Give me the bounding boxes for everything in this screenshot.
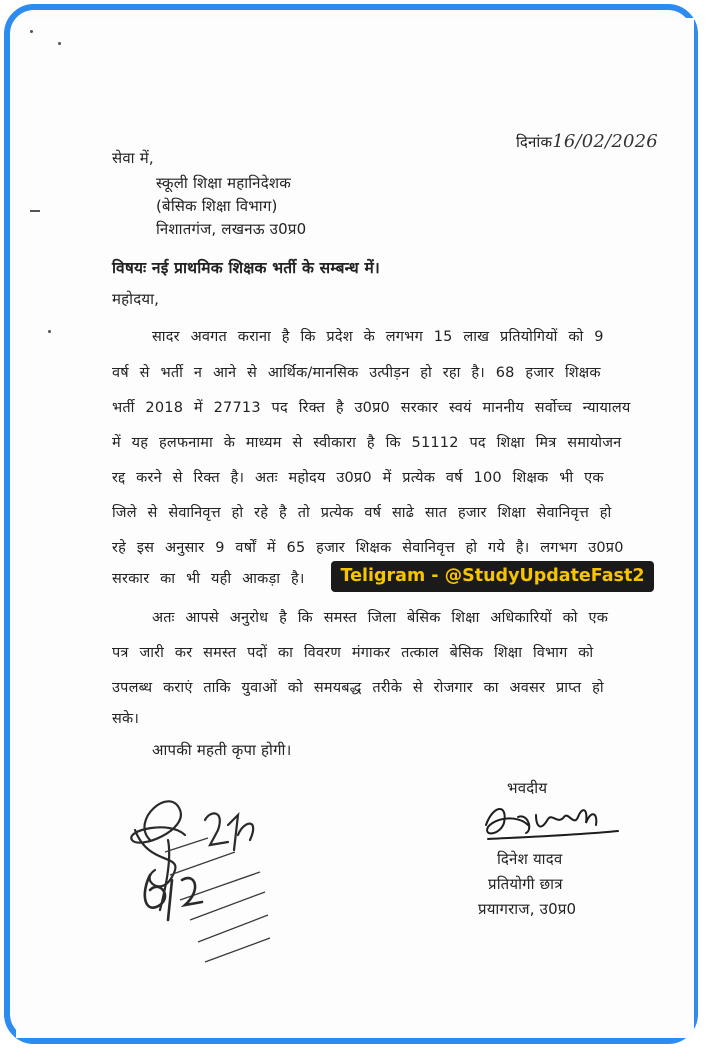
- body-line: रहे इस अनुसार 9 वर्षों में 65 हजार शिक्षक सेवानिवृत्त हो गये है। लगभग उ0प्र0: [112, 540, 624, 556]
- sender-signature: [478, 795, 628, 845]
- scan-speck: [30, 30, 33, 33]
- sender-designation: प्रतियोगी छात्र: [488, 875, 563, 893]
- date-value: 16/02/2026: [552, 131, 658, 152]
- recipient-line: स्कूली शिक्षा महानिदेशक: [156, 174, 291, 192]
- body-line: सरकार का भी यही आकड़ा है।: [112, 571, 305, 587]
- body-line: जिले से सेवानिवृत्त हो रहे है तो प्रत्येक वर्ष साढे सात हजार शिक्षा सेवानिवृत्त हो: [112, 505, 612, 521]
- signature-icon: [478, 795, 628, 845]
- scan-speck: [58, 42, 61, 45]
- stamp-signature-icon: [110, 780, 280, 980]
- salutation: सेवा में,: [112, 149, 154, 167]
- letter-subject: विषयः नई प्राथमिक शिक्षक भर्ती के सम्बन्ध में।: [112, 259, 380, 277]
- body-line: वर्ष से भर्ती न आने से आर्थिक/मानसिक उत्पीड़न हो रहा है। 68 हजार शिक्षक: [112, 365, 601, 381]
- sender-place: प्रयागराज, उ0प्र0: [478, 900, 577, 918]
- recipient-line: (बेसिक शिक्षा विभाग): [156, 197, 278, 215]
- body-line: में यह हलफनामा के माध्यम से स्वीकारा है कि 51112 पद शिक्षा मित्र समायोजन: [112, 435, 622, 451]
- recipient-line: निशातगंज, लखनऊ उ0प्र0: [156, 220, 307, 238]
- date-label: दिनांक: [516, 133, 553, 151]
- receipt-stamp: [110, 780, 280, 980]
- body-line: पत्र जारी कर समस्त पदों का विवरण मंगाकर तत्काल बेसिक शिक्षा विभाग को: [112, 645, 594, 661]
- body-line: उपलब्ध कराएं ताकि युवाओं को समयबद्ध तरीके से रोजगार का अवसर प्राप्त हो: [112, 680, 604, 696]
- telegram-watermark-badge: Teligram - @StudyUpdateFast2: [331, 561, 654, 592]
- body-line: अतः आपसे अनुरोध है कि समस्त जिला बेसिक शिक्षा अधिकारियों को एक: [152, 610, 609, 626]
- signoff: भवदीय: [507, 779, 548, 797]
- sender-name: दिनेश यादव: [497, 850, 563, 868]
- greeting: महोदया,: [112, 290, 160, 308]
- body-line: भर्ती 2018 में 27713 पद रिक्त है उ0प्र0 सरकार स्वयं माननीय सर्वोच्च न्यायालय: [112, 400, 631, 416]
- closing-line: आपकी महती कृपा होगी।: [152, 741, 292, 759]
- body-line: सादर अवगत कराना है कि प्रदेश के लगभग 15 लाख प्रतियोगियों को 9: [152, 329, 604, 345]
- letter-date: [516, 131, 658, 152]
- scan-speck: [48, 330, 51, 333]
- body-line: सके।: [112, 711, 140, 727]
- scan-speck: [30, 210, 40, 212]
- body-line: रद्द करने से रिक्त है। अतः महोदय उ0प्र0 में प्रत्येक वर्ष 100 शिक्षक भी एक: [112, 470, 604, 486]
